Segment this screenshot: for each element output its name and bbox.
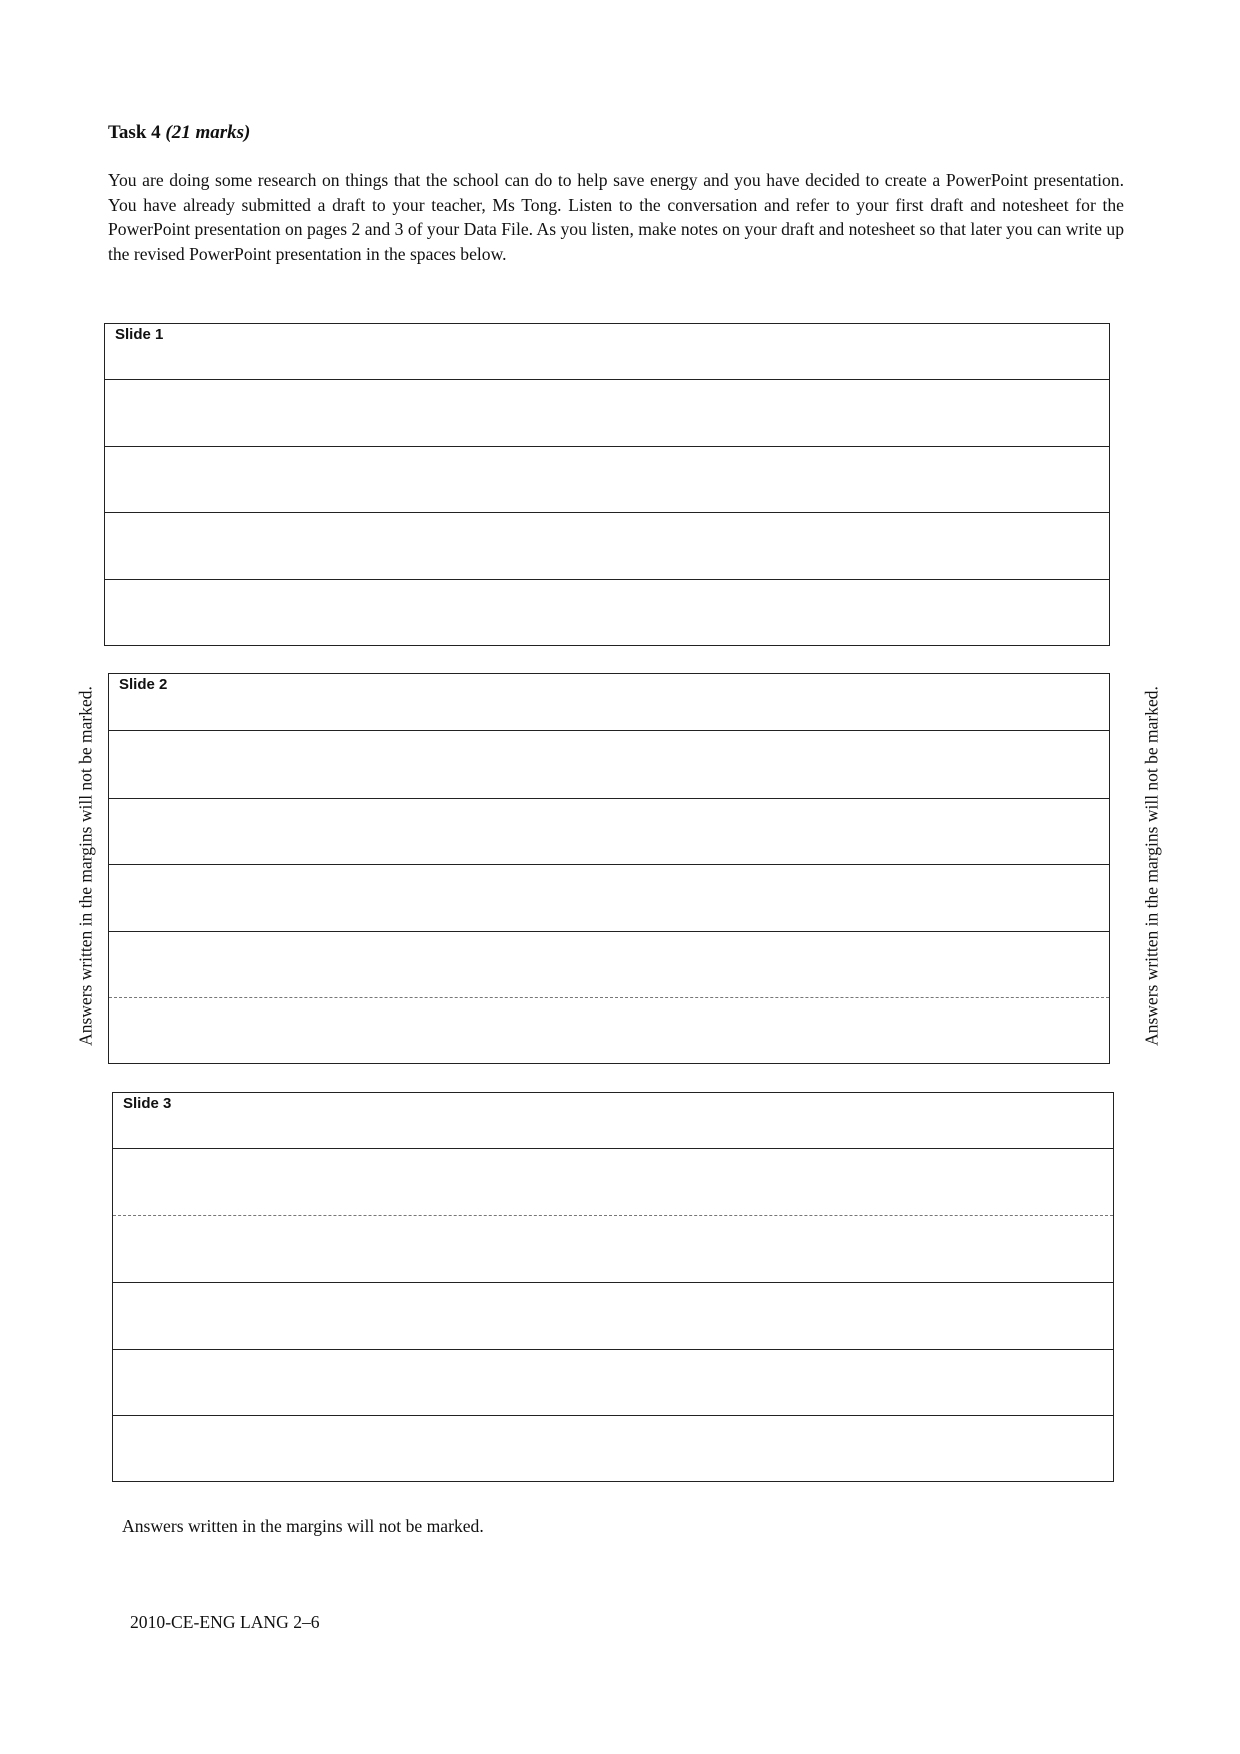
- slide-2-label: Slide 2: [119, 676, 168, 693]
- answer-line: [105, 579, 1109, 580]
- right-margin-warning: Answers written in the margins will not be marked.: [1141, 686, 1162, 1046]
- answer-line: [105, 512, 1109, 513]
- answer-line: [113, 1349, 1113, 1350]
- answer-line: [113, 1282, 1113, 1283]
- answer-line: [109, 931, 1109, 932]
- answer-line: [113, 1215, 1113, 1216]
- slide-2-answer-box[interactable]: [108, 673, 1110, 1064]
- answer-line: [105, 379, 1109, 380]
- slide-1-answer-box[interactable]: [104, 323, 1110, 646]
- answer-line: [113, 1415, 1113, 1416]
- answer-line: [109, 730, 1109, 731]
- left-margin-warning: Answers written in the margins will not be marked.: [75, 686, 96, 1046]
- answer-line: [109, 864, 1109, 865]
- paper-code: 2010-CE-ENG LANG 2–6: [130, 1612, 320, 1632]
- task-instructions: You are doing some research on things that the school can do to help save energy and you have decided to create a PowerPoint presentation. You have already submitted a draft to your teacher, Ms Tong. Listen to the conversation and refer to your first draft and notesheet for the PowerPoint presentation on pages 2 and 3 of your Data File. As you listen, make notes on your draft and notesheet so that later you can write up the revised PowerPoint presentation in the spaces below.: [108, 170, 1124, 264]
- answer-line: [105, 446, 1109, 447]
- slide-3-label: Slide 3: [123, 1095, 172, 1112]
- task-heading: [108, 122, 250, 144]
- answer-line: [109, 997, 1109, 998]
- bottom-margin-note: Answers written in the margins will not be marked.: [122, 1516, 484, 1536]
- task-title: Task 4: [108, 122, 161, 143]
- slide-1-label: Slide 1: [115, 326, 164, 343]
- answer-line: [109, 798, 1109, 799]
- slide-3-answer-box[interactable]: [112, 1092, 1114, 1482]
- answer-line: [113, 1148, 1113, 1149]
- task-marks: (21 marks): [165, 122, 251, 143]
